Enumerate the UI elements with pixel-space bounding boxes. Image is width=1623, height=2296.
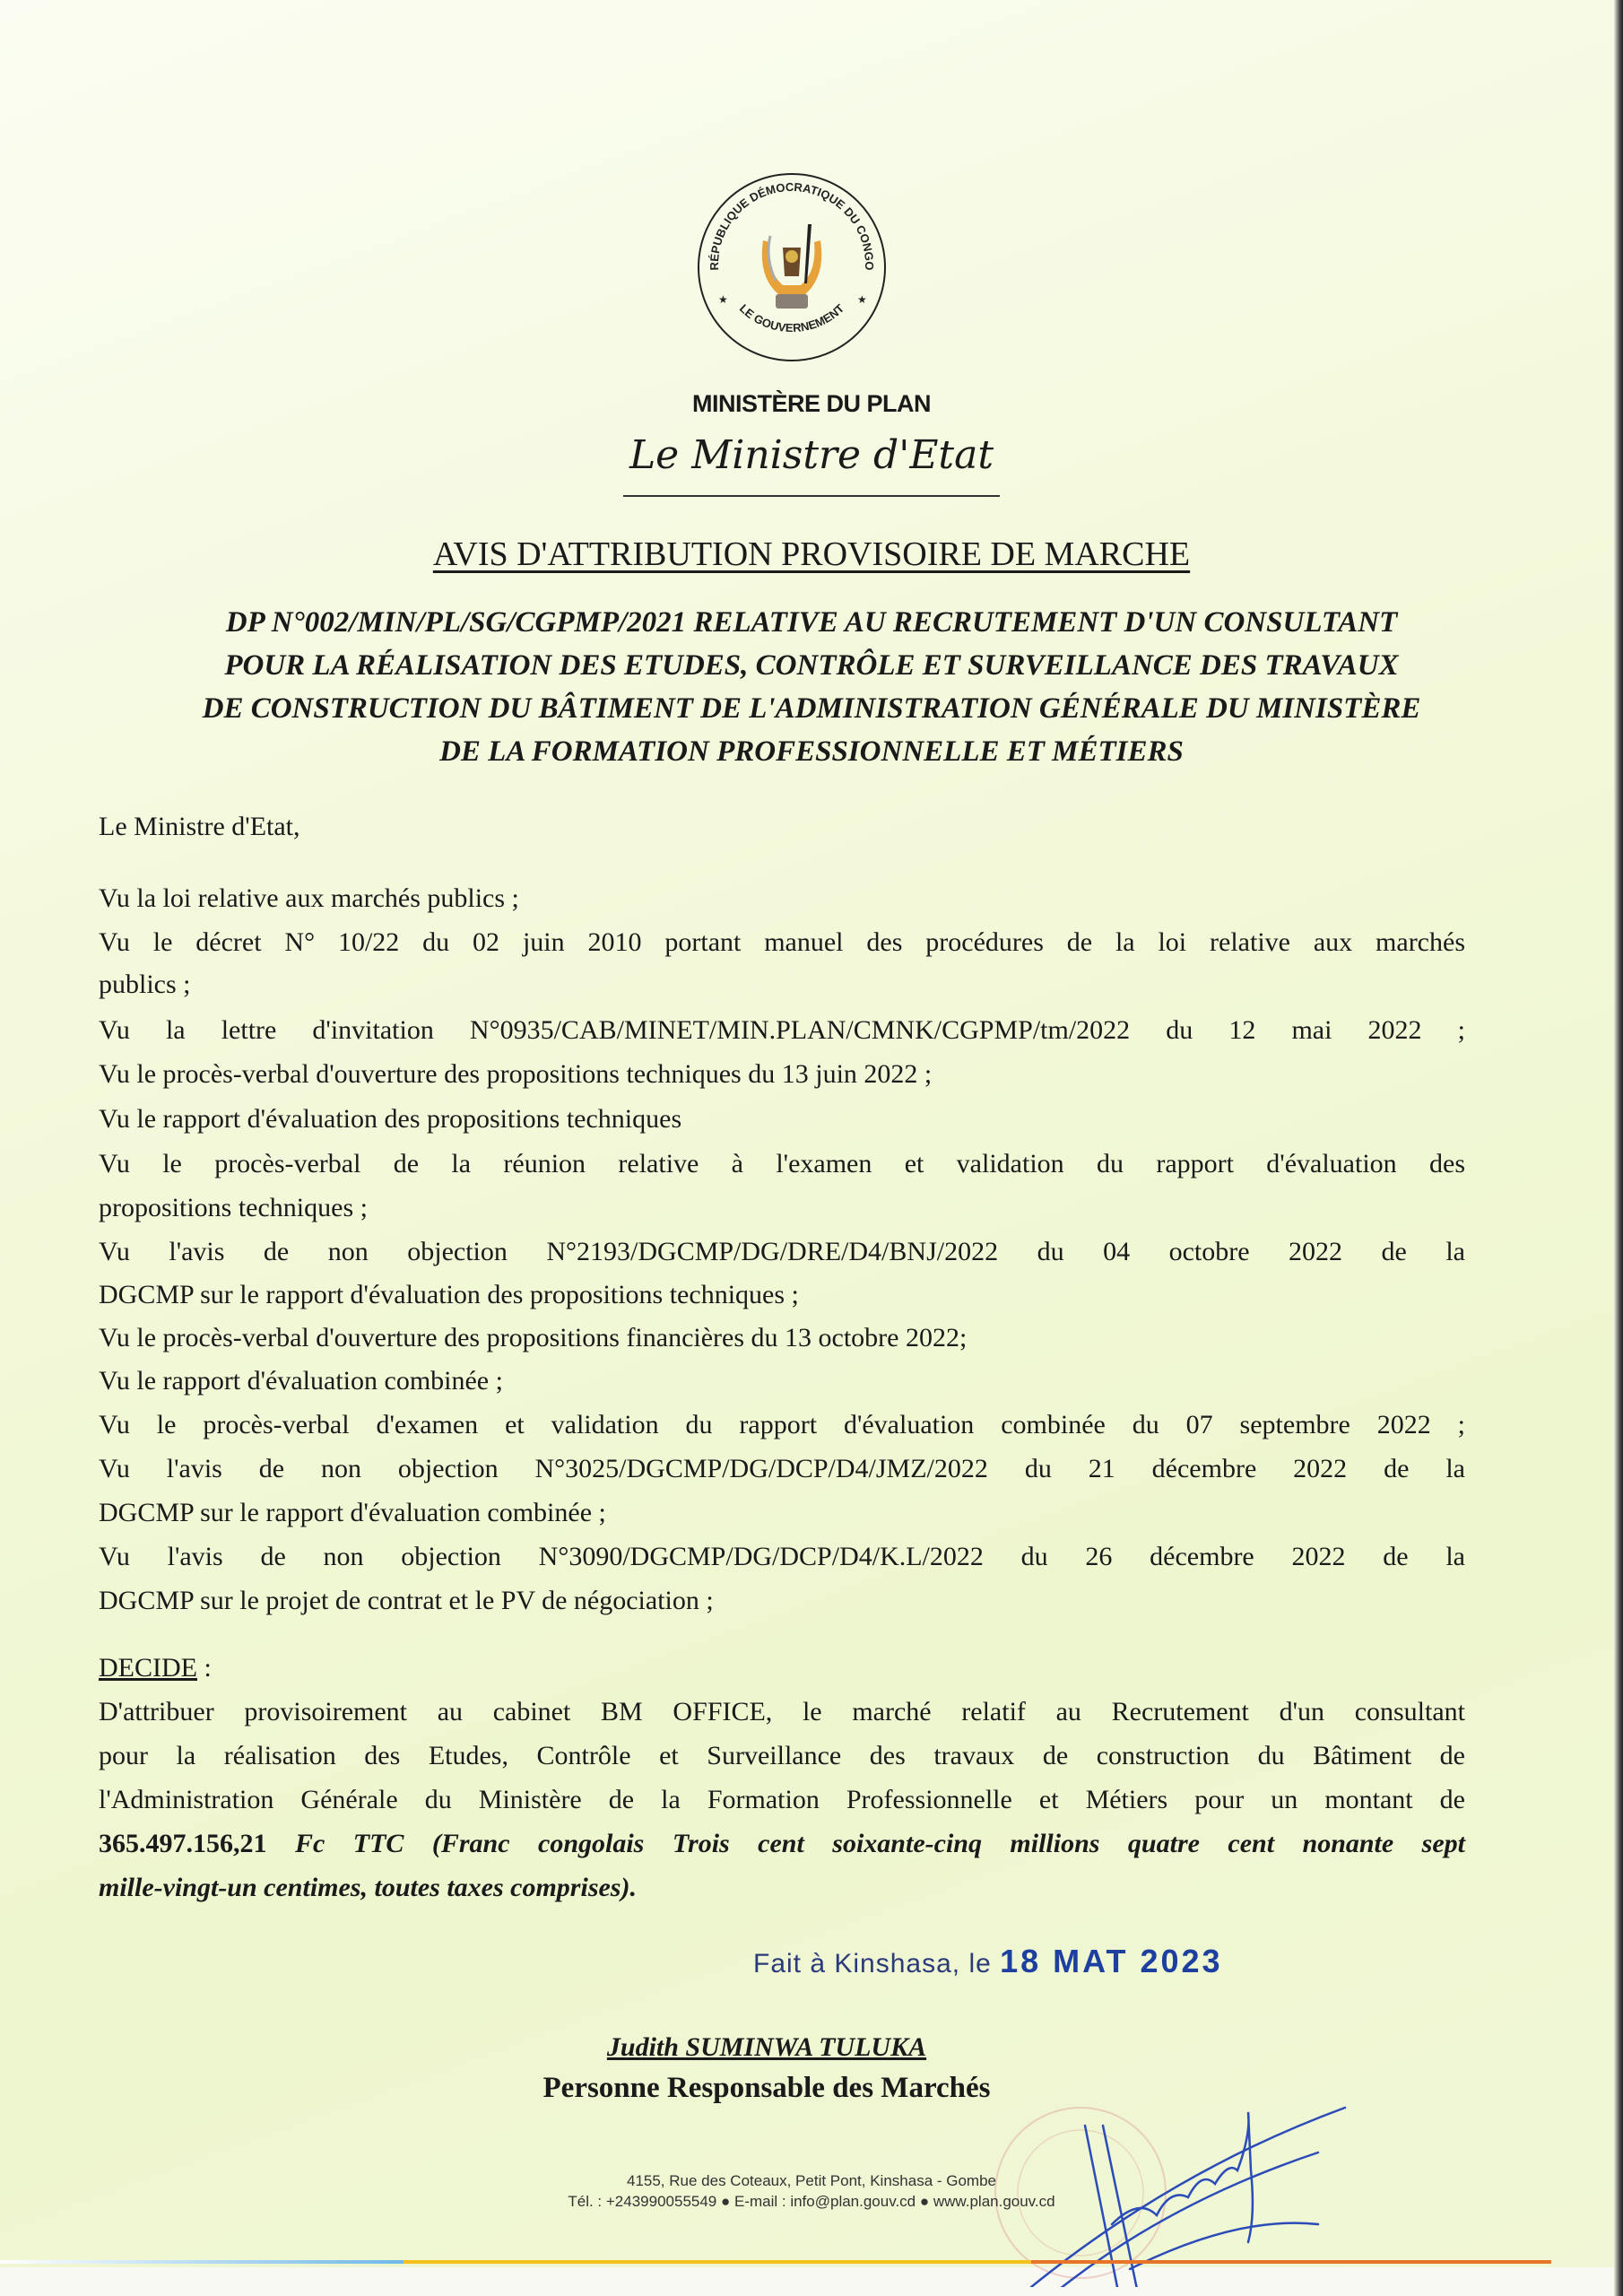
footer-address: 4155, Rue des Coteaux, Petit Pont, Kinshasa - Gombe bbox=[626, 2172, 997, 2189]
place-date: Fait à Kinshasa, le 18 MAT 2023 bbox=[753, 1943, 1223, 1979]
consideration-line: Vu l'avis de non objection N°2193/DGCMP/DG/DRE/D4/BNJ/2022 du 04 octobre 2022 de la bbox=[99, 1237, 1465, 1266]
subtitle-line: DP N°002/MIN/PL/SG/CGPMP/2021 RELATIVE AU RECRUTEMENT D'UN CONSULTANT bbox=[225, 606, 1398, 639]
signatory-name: Judith SUMINWA TULUKA bbox=[606, 2032, 927, 2062]
office-title: Le Ministre d'Etat bbox=[629, 432, 994, 478]
decision-heading: DECIDE : bbox=[99, 1653, 212, 1683]
handwritten-signature bbox=[1013, 2036, 1390, 2287]
consideration-line: Vu l'avis de non objection N°3090/DGCMP/DG/DCP/D4/K.L/2022 du 26 décembre 2022 de la bbox=[99, 1542, 1465, 1571]
consideration-line: propositions techniques ; bbox=[99, 1193, 368, 1222]
date-stamp: 18 MAT 2023 bbox=[1000, 1943, 1223, 1979]
decision-line: pour la réalisation des Etudes, Contrôle et Surveillance des travaux de construction du Bâtiment de bbox=[99, 1741, 1465, 1770]
consideration-line: DGCMP sur le projet de contrat et le PV de négociation ; bbox=[99, 1586, 714, 1615]
svg-text:LE GOUVERNEMENT: LE GOUVERNEMENT bbox=[736, 301, 847, 335]
consideration-line: Vu le procès-verbal d'ouverture des propositions financières du 13 octobre 2022; bbox=[99, 1323, 968, 1352]
consideration-line: Vu la loi relative aux marchés publics ; bbox=[99, 883, 519, 913]
decision-amount-line: 365.497.156,21 Fc TTC (Franc congolais Trois cent soixante-cinq millions quatre cent nonante sept bbox=[99, 1829, 1465, 1858]
consideration-line: Vu le procès-verbal d'ouverture des propositions techniques du 13 juin 2022 ; bbox=[99, 1059, 933, 1089]
decision-line: l'Administration Générale du Ministère de la Formation Professionnelle et Métiers pour un montant de bbox=[99, 1785, 1465, 1814]
svg-text:★: ★ bbox=[857, 293, 867, 306]
footer-stripe-yellow bbox=[404, 2260, 1031, 2264]
consideration-line: publics ; bbox=[99, 970, 191, 999]
signatory-role: Personne Responsable des Marchés bbox=[542, 2072, 991, 2104]
consideration-line: Vu le rapport d'évaluation combinée ; bbox=[99, 1366, 503, 1396]
footer-stripe-blue bbox=[0, 2260, 404, 2264]
footer-stripe-orange bbox=[1031, 2260, 1551, 2264]
subtitle-line: DE LA FORMATION PROFESSIONNELLE ET MÉTIERS bbox=[439, 735, 1184, 768]
coat-of-arms-emblem-icon bbox=[693, 169, 890, 366]
contract-amount: 365.497.156,21 bbox=[99, 1829, 267, 1858]
subtitle-line: POUR LA RÉALISATION DES ETUDES, CONTRÔLE ET SURVEILLANCE DES TRAVAUX bbox=[224, 649, 1399, 682]
svg-text:RÉPUBLIQUE DÉMOCRATIQUE DU CON: RÉPUBLIQUE DÉMOCRATIQUE DU CONGO bbox=[707, 179, 877, 271]
decision-amount-words: mille-vingt-un centimes, toutes taxes comprises). bbox=[99, 1873, 637, 1902]
consideration-line: Vu le rapport d'évaluation des propositions techniques bbox=[99, 1104, 682, 1134]
consideration-line: DGCMP sur le rapport d'évaluation combinée ; bbox=[99, 1498, 606, 1527]
footer-contact: Tél. : +243990055549 ● E-mail : info@plan.gouv.cd ● www.plan.gouv.cd bbox=[568, 2193, 1055, 2210]
svg-text:★: ★ bbox=[718, 293, 728, 306]
consideration-line: Vu l'avis de non objection N°3025/DGCMP/DG/DCP/D4/JMZ/2022 du 21 décembre 2022 de la bbox=[99, 1454, 1465, 1483]
salutation: Le Ministre d'Etat, bbox=[99, 812, 300, 841]
decision-line: D'attribuer provisoirement au cabinet BM OFFICE, le marché relatif au Recrutement d'un consultant bbox=[99, 1697, 1465, 1726]
consideration-line: Vu le procès-verbal d'examen et validation du rapport d'évaluation combinée du 07 septembre 2022 ; bbox=[99, 1410, 1465, 1439]
subtitle-line: DE CONSTRUCTION DU BÂTIMENT DE L'ADMINISTRATION GÉNÉRALE DU MINISTÈRE bbox=[202, 692, 1421, 725]
ministry-name: MINISTÈRE DU PLAN bbox=[691, 390, 931, 417]
consideration-line: Vu le décret N° 10/22 du 02 juin 2010 portant manuel des procédures de la loi relative aux marchés bbox=[99, 927, 1465, 957]
document-title: AVIS D'ATTRIBUTION PROVISOIRE DE MARCHE bbox=[432, 535, 1191, 573]
page-edge bbox=[1614, 0, 1623, 2296]
consideration-line: DGCMP sur le rapport d'évaluation des propositions techniques ; bbox=[99, 1280, 799, 1309]
consideration-line: Vu le procès-verbal de la réunion relative à l'examen et validation du rapport d'évaluation des bbox=[99, 1149, 1465, 1178]
consideration-line: Vu la lettre d'invitation N°0935/CAB/MINET/MIN.PLAN/CMNK/CGPMP/tm/2022 du 12 mai 2022 ; bbox=[99, 1015, 1465, 1045]
header-divider bbox=[623, 495, 1000, 497]
